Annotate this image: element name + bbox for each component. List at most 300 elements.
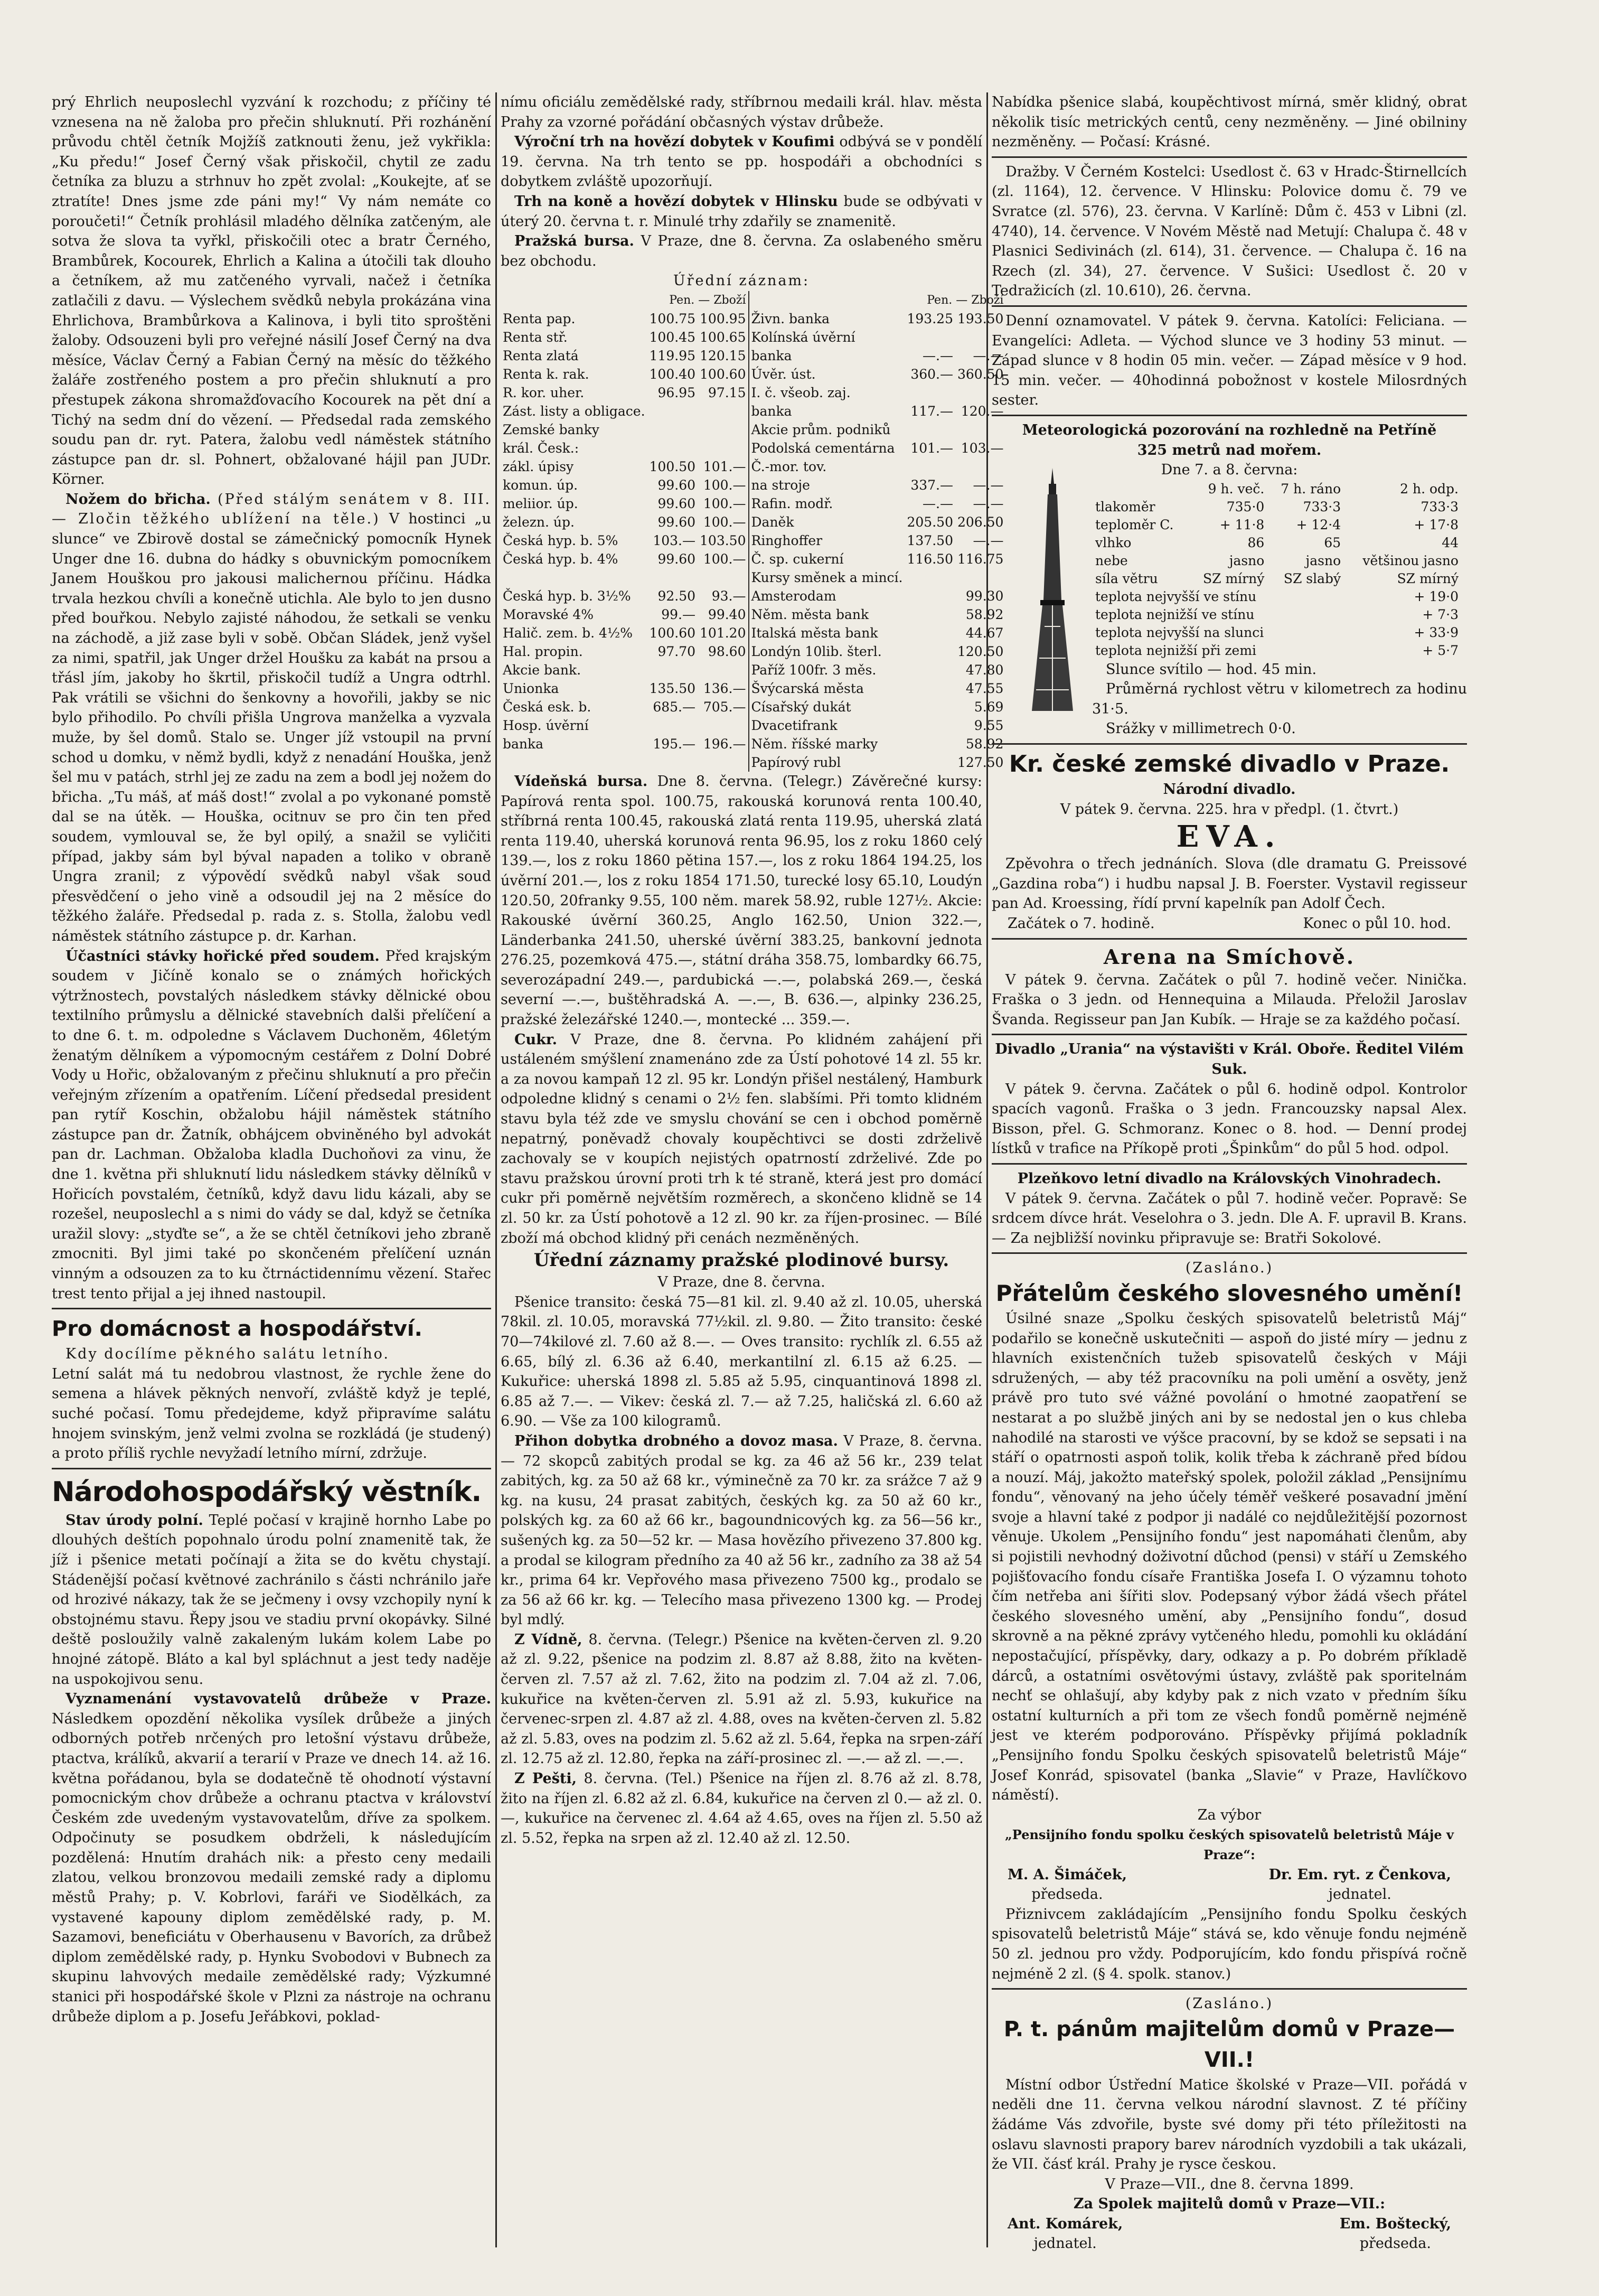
exchange-cell: Hosp. úvěrní <box>503 717 589 733</box>
exchange-cell: 96.95 <box>657 385 696 400</box>
exchange-cell: 117.— <box>910 403 953 419</box>
urania-text: V pátek 9. června. Začátek o půl 6. hodině odpol. Kontrolor spacích vagonů. Fraška o 3 jedn. Francouzsky napsal Alex. Bisson, přel. G. Schmoranz. Konec o 8. hod. — Denní prodej lístků v trafice na Příkopě proti „Špinkům“ do půl 5 hod. odpol. <box>992 1081 1467 1157</box>
meteo-cell: 86 <box>1247 535 1265 550</box>
section-rule <box>992 1252 1467 1254</box>
exchange-row <box>501 402 1005 420</box>
meteo-row <box>1092 570 1462 588</box>
owners-text: Místní odbor Ústřední Matice školské v Praze—VII. pořádá v neděli dne 11. června velkou národní slavnost. Z té příčiny žádáme Vás zdvořile, byste své domy při této příležitosti na oslavu slavnosti prapory barev národních vyzdobili a tak ukázali, že VII. čásť král. Prahy je rysce českou. <box>992 2076 1467 2173</box>
exchange-cell: Česká hyp. b. 5% <box>503 532 618 548</box>
exchange-cell: 360.50 <box>957 366 1004 382</box>
exchange-cell: Č.-mor. tov. <box>751 458 827 474</box>
exchange-cell: 100.60 <box>649 625 696 641</box>
meteo-cell: jasno <box>1229 552 1265 568</box>
exchange-cell: 92.50 <box>657 588 696 604</box>
friends-heading: Přátelům českého slovesného umění! <box>995 1280 1463 1306</box>
exchange-cell: 100.50 <box>649 458 696 474</box>
meteo-extra-rows <box>1092 588 1462 660</box>
exchange-cell: meliior. úp. <box>503 495 578 511</box>
meteo-head-1: 9 h. več. <box>1208 481 1265 496</box>
column-2 <box>501 92 1004 2258</box>
exchange-cell: Hal. propin. <box>503 643 583 659</box>
exchange-cell: banka <box>751 403 792 419</box>
exchange-row <box>501 476 1005 494</box>
meteo-cell: 65 <box>1324 535 1341 550</box>
exchange-cell: Paříž 100fr. 3 měs. <box>751 662 877 678</box>
knife-title: Nožem do břicha. <box>65 491 211 508</box>
section-rule <box>992 156 1467 158</box>
prague-exchange-text: V Praze, dne 8. června. Za oslabeného směru bez obchodu. <box>501 233 983 269</box>
exchange-cell <box>905 457 955 476</box>
exchange-cell: komun. úp. <box>503 477 578 493</box>
sent-label: (Zasláno.) <box>1185 1260 1274 1277</box>
exchange-cell: Daněk <box>751 514 794 530</box>
play-description: Zpěvohra o třech jednáních. Slova (dle dramatu G. Preissové „Gazdina roba“) i hudbu napsal J. B. Foerster. Vystavil regisseur pan Ad. Kroessing, řídí první kapelník pan Adolf Čech. <box>992 856 1467 912</box>
section-rule <box>992 938 1467 940</box>
meteo-block <box>992 420 1467 739</box>
friends-text: Úsilné snaze „Spolku českých spisovatelů beletristů Máj“ podařilo se konečně uskutečniti — aspoň do jisté míry — jednu z hlavních existenčních tužeb spisovatelů českých v Máji sdružených, — aby též pracovníku na poli umění a osvěty, jenž právě pro tuto své vážné povolání o hmotné zaopatření se nestarat a po službě jiných ani by se nedostal jen o kus chleba nahodilé na starosti ve výšce pracovní, by se kdož se sepsati i na stáří o opatrnosti aspoň tolik, kolik třeba k záchraně před bídou a nouzí. Máj, jakožto mateřský spolek, položil základ „Pensijnímu fondu“, věnovaný na jeho účely téměř veškeré posavadní jmění svoje a hlavní také z podpor ji nadálé co nejdůležitější pozornost věnuje. Ukolem „Pensijního fondu“ jest napomáhati členům, aby si pojistili nevhodný doživotní důchod (pensi) v stáří u Zemského pojišťovacího fondu císaře Františka Josefa I. O výzamnu tohoto čím netřeba ani šířiti slov. Podepsaný výbor žádá všech přátel českého slovesného umění, aby „Pensijního fondu“, dosud skrovně a na pěkné zprávy vytčeného hledu, pomohli ku okládání nepostačující, příspěvky, dary, odkazy a p. Po dobrém příkladě dárců, a ostatními osvětovými ústavy, zvláště pak sporitelnám nechť se ohlašují, aby kdyby pak z nich vzato v předním šíku ostatní kulturních a při tom ze všech fondů poměrně nejméně jest ve kterém podporováno. Příspěvky přijímá pokladník „Pensijního fondu Spolku českých spisovatelů beletristů Máje“ Josef Konrád, spisovatel (banka „Slavie“ v Praze, Havlíčkovo náměstí). <box>992 1310 1467 1804</box>
exchange-cell: 58.92 <box>965 736 1004 752</box>
exchange-cell: 196.— <box>698 735 748 753</box>
owners-society: Za Spolek majitelů domů v Praze—VII.: <box>1073 2196 1386 2213</box>
exchange-cell <box>698 661 748 679</box>
meteo-row <box>1092 552 1462 570</box>
exchange-row <box>501 568 1005 587</box>
exchange-cell: 97.70 <box>657 643 696 659</box>
petrin-tower-illustration <box>1029 468 1076 716</box>
exchange-cell: 116.50 <box>907 551 953 567</box>
exchange-cell: 360.— <box>910 366 953 382</box>
meteo-cell: SZ mírný <box>1397 570 1459 586</box>
court-report-text: prý Ehrlich neuposlechl vyzvání k rozchodu; z příčiny té vznesena na ně žaloba pro přečin shluknutí. Při rozhánění průvodu chtěl četník Mojžíš zatknouti ženu, jež vykřikla: „Ku předu!“ Josef Černý však přiskočil, chytil ze zadu četníka za bluzu a strhnuv ho zpět zvolal: „Koukejte, ať se ztratíte! Dnes jsme zde páni my!“ Vy nám nemáte co poroučeti!“ Četník prohlásil mladého dělníka zatčeným, ale sotva že slova ta vyřkl, přiskočili otec a bratr Černého, Brambůrek, Kocourek, Ehrlich a Kalina a útočili tak dlouho a četníkem, až mu zatčeného vyrvali, načež i četníka zatlačili z davu. — Výslechem svědků nebyla prokázána vina Ehrlichova, Brambůrkova a Kalinova, i byli tito sproštěni žaloby. Odsouzeni byli pro veřejné násilí Josef Černý na dva měsíce, Václav Černý a Fabian Černý na měsíc do těžkého žaláře zostřeného postem a pro přečin shluknutí a pro přestupek zákona shromažďovacího Kocourek na pět dní a Tichý na sedm dní do vězení. — Předsedal rada zemského soudu pan dr. ryt. Patera, žalobu vedl náměstek státního zástupce pan dr. sl. Pohnert, obžalované hájil pan JUDr. Körner. <box>52 94 491 488</box>
arena-title: Arena na Smíchově. <box>1103 944 1356 969</box>
exchange-cell: 103.— <box>961 440 1004 456</box>
exchange-cell: Ringhoffer <box>751 532 823 548</box>
auctions: Dražby. V Černém Kostelci: Usedlost č. 63 v Hradc-Štirnellcích (zl. 1164), 12. července. V Hlinsku: Polovice domu č. 79 ve Svratce (zl. 576), 23. června. V Karlíně: Dům č. 453 v Libni (zl. 4740), 14. července. V Novém Městě nad Metují: Chalupa č. 48 v Plasnici Sedivinách (zl. 614), 31. července. — Chalupa č. 16 na Rzech (zl. 34), 27. července. V Sušici: Usedlost č. 20 v Tedražicích (zl. 10.610), 26. června. <box>992 163 1467 299</box>
signature-role-2: jednatel. <box>1328 1886 1391 1903</box>
sent-label-2: (Zasláno.) <box>1185 1995 1274 2012</box>
exchange-cell: 9.55 <box>974 717 1004 733</box>
committee-signatures <box>992 1865 1467 1905</box>
exchange-cell <box>647 753 698 772</box>
exchange-cell: 100.40 <box>649 366 696 382</box>
market-continued: Nabídka pšenice slabá, koupěchtivost mírná, směr klidný, obrat několik tisíc metrických centů, ceny nezměněny. — Jiné obilniny nezměněny. — Počasí: Krásné. <box>992 94 1467 151</box>
meteo-extra-row <box>1092 588 1462 606</box>
horse-market-title: Trh na koně a hovězí dobytek v Hlinsku <box>514 193 838 210</box>
exchange-cell <box>698 716 748 735</box>
exchange-rows <box>501 310 1005 772</box>
knife-subtitle: (Před stálým senátem v 8. III. — Zločin těžkého ublížení na těle.) <box>52 491 492 528</box>
exchange-cell: Renta k. rak. <box>503 366 589 382</box>
exchange-cell: 5.69 <box>974 699 1004 715</box>
exchange-cell: 100.75 <box>649 311 696 326</box>
poultry-text: Následkem opozdění několika vysílek drůbeže a jiných odborných potřeb nrčených pro letošní výstavu drůbeže, ptactva, králíků, akvarií a terarií v Praze ve dnech 14. až 16. května pořádanou, byla se dodatečně tě ohodnotí výstavní pomocnickým chov drůbeže a ochranu ptactva v království Českém zde uvedeným vystavovatelům, dříve za spolkem. Odpočinuty se posudkem obdrželi, k následujícím pozdělená: Hnutím drahách nik: a přesto ceny medaili zlatou, velkou bronzovou medaili zemské rady a diplomu městů Prahy; p. V. Kobrlovi, faráři ve Siodělkách, za vystavené kapouny diplom zemědělské rady, p. M. Sazamovi, beneficiátu v Oberhausenu v Bavorích, za drůbež diplom zemědělské rady, p. Hynku Svobodovi v Bubnech za skupinu lahvových medaile zemědělské rady; Výzkumné stanici při hospodářské škole v Plzni za nástroje na ochranu drůbeže diplom a p. Josefu Jeřábkovi, poklad- <box>52 1710 491 2025</box>
exchange-cell: 193.50 <box>957 311 1004 326</box>
exchange-cell: 205.50 <box>907 514 953 530</box>
exchange-row <box>501 624 1005 642</box>
exchange-cell: 120.— <box>961 403 1004 419</box>
exchange-cell: král. Česk.: <box>503 440 579 456</box>
exchange-cell: 44.67 <box>965 625 1004 641</box>
exchange-cell: banka <box>503 736 544 752</box>
exchange-cell: —.— <box>973 348 1004 363</box>
section-rule <box>992 1034 1467 1035</box>
meteo-cell: 735·0 <box>1226 499 1265 514</box>
meteo-subtitle: 325 metrů nad mořem. <box>1137 442 1322 458</box>
exchange-cell: 99.— <box>661 606 696 622</box>
exchange-cell: 99.60 <box>657 514 696 530</box>
meteo-rain: Srážky v millimetrech 0·0. <box>1106 720 1296 737</box>
section-rule <box>52 1308 491 1309</box>
exchange-row <box>501 661 1005 679</box>
play-start: Začátek o 7. hodině. <box>1008 915 1155 932</box>
exchange-cell: 193.25 <box>907 311 953 326</box>
exchange-cell: Něm. města bank <box>751 606 869 622</box>
exchange-table <box>501 291 1005 772</box>
exchange-row <box>501 698 1005 716</box>
horse-market-text: bude se odbývati v úterý 20. června t. r. Minulé trhy zdařily se znamenitě. <box>501 193 982 230</box>
grain-exchange-text: Pšenice transito: česká 75—81 kil. zl. 9.40 až zl. 10.05, uherská 78kil. zl. 10.05, moravská 77½kil. zl. 9.80. — Žito transito: české 70—74kilové zl. 7.60 až 8.—. — Oves transito: rychlík zl. 6.55 až 6.65, bílý zl. 6.36 až 6.40, merkantilní zl. 6.15 až 6.25. — Kukuřice: uherská 1898 zl. 5.85 až 5.95, cinquantinová 1898 zl. 6.85 až 7.—. — Vikev: česká zl. 7.— až 7.25, haličská zl. 6.60 až 6.90. — Vše za 100 kilogramů. <box>501 1294 982 1430</box>
exchange-cell: Rafin. modř. <box>751 495 833 511</box>
sugar-report <box>501 1030 982 1249</box>
exchange-cell: Kolínská úvěrní <box>751 329 855 345</box>
exchange-cell <box>905 568 955 587</box>
exchange-cell: —.— <box>923 348 953 363</box>
exchange-cell: Renta zlatá <box>503 348 579 363</box>
theatre-subtitle: Národní divadlo. <box>1163 781 1296 798</box>
committee-label: Za výbor <box>1197 1806 1262 1823</box>
poultry-title: Vyznamenání vystavovatelů drůbeže v Praze. <box>65 1691 491 1708</box>
cattle-market-title: Výroční trh na hovězí dobytek v Koufimi <box>514 134 835 151</box>
exchange-cell: 127.50 <box>957 754 1004 770</box>
poultry-article <box>52 1689 491 2027</box>
meteo-extra-value: + 7·3 <box>1422 606 1459 622</box>
meteo-row <box>1092 516 1462 534</box>
exchange-cell <box>698 568 748 587</box>
exchange-cell: Moravské 4% <box>503 606 594 622</box>
exchange-row <box>501 310 1005 328</box>
exchange-cell <box>905 679 955 698</box>
exchange-cell <box>647 568 698 587</box>
exchange-cell: Akcie bank. <box>503 662 581 678</box>
exchange-cell: —.— <box>973 495 1004 511</box>
exchange-cell: Amsterodam <box>751 588 836 604</box>
exchange-cell: —.— <box>923 495 953 511</box>
meteo-extra-row <box>1092 624 1462 642</box>
exchange-cell: Švýcarská města <box>751 680 864 696</box>
meteo-row <box>1092 498 1462 516</box>
exchange-cell: 58.92 <box>965 606 1004 622</box>
pest-grain-text: 8. června. (Tel.) Pšenice na říjen zl. 8.76 až zl. 8.78, žito na říjen zl. 6.82 až zl. 6.84, kukuřice na červen zl 0.— až zl. 0.—, kukuřice na červenec zl. 4.64 až 4.65, oves na říjen zl. 5.50 až zl. 5.52, řepka na srpen až zl. 12.40 až zl. 12.50. <box>501 1770 982 1847</box>
exchange-cell <box>905 716 955 735</box>
exchange-cell: 47.80 <box>965 662 1004 678</box>
exchange-cell: Renta stř. <box>503 329 568 345</box>
exchange-row <box>501 605 1005 624</box>
exchange-cell: 99.30 <box>965 588 1004 604</box>
play-title: EVA. <box>1176 819 1283 855</box>
exchange-cell: 103.— <box>653 532 696 548</box>
meteo-cell: + 17·8 <box>1414 517 1459 532</box>
exchange-cell: Londýn 10lib. šterl. <box>751 643 882 659</box>
meteo-extra-row <box>1092 606 1462 624</box>
exchange-cell: 97.15 <box>698 383 748 402</box>
exchange-cell: —.— <box>973 477 1004 493</box>
grain-exchange-date: V Praze, dne 8. června. <box>657 1274 825 1291</box>
exchange-cell <box>905 642 955 661</box>
cattle-market <box>501 132 982 192</box>
exchange-cell: Halič. zem. b. 4½% <box>503 625 633 641</box>
exchange-cell: Zemské banky <box>503 421 599 437</box>
strike-article <box>52 946 491 1304</box>
exchange-cell: —.— <box>973 532 1004 548</box>
exchange-cell: Papírový rubl <box>751 754 841 770</box>
theatre-title: Kr. české zemské divadlo v Praze. <box>1009 751 1450 778</box>
section-rule <box>992 305 1467 307</box>
exchange-cell: 119.95 <box>649 348 696 363</box>
signature-role-1: předseda. <box>1031 1886 1103 1903</box>
livestock-text: V Praze, 8. června. — 72 skopců zabitých prodal se kg. za 46 až 56 kr., 239 telat zabitých, kg. za 50 až 68 kr., výminečně za 70 kr. za srážce 7 až 9 kg. na kusu, 24 prasat zabitých, českých kg. za 50 až 60 kr., polských kg. za 60 až 66 kr., bagoundnicových kg. za 56—56 kr., sušených kg. za 50—52 kr. — Masa hovězího přivezeno 37.800 kg. a prodal se kilogram předního za 40 až 56 kr., zadního za 38 až 54 kr., prima 64 kr. Vepřového masa přivezeno 7500 kg., prodalo se za 56 až 66 kr. kg. — Telecího masa přivezeno 1300 kg. — Prodej byl mdlý. <box>501 1432 982 1628</box>
exchange-cell: 206.50 <box>957 514 1004 530</box>
meteo-row <box>1092 534 1462 552</box>
meteo-cell: 44 <box>1442 535 1459 550</box>
play-end: Konec o půl 10. hod. <box>1303 915 1451 932</box>
owners-sig-name-1: Ant. Komárek, <box>1008 2215 1123 2232</box>
strike-title: Účastníci stávky hořické před soudem. <box>65 948 380 964</box>
table-head-right: Pen. — Zboží <box>927 293 1004 307</box>
crop-text: Teplé počasí v krajině hornho Labe po dlouhých deštích popohnalo úrodu polní znamenitě tak, že jíž i pšenice metati počínají a žita se do květu chystají. Stádenější počasí květnové zachránilo s části nchránilo jaře od hrozivé nákazy, tak že se ječmeny i ovsy vzchopily nyní k obstojnému stavu. Řepy jsou ve stadiu první okopávky. Silné deště posloužily valně zakaleným lukám kolem Labe po hnojné zátopě. Bláto a kal byl spláchnut a jest tedy naděje na uspokojivou senu. <box>52 1512 491 1688</box>
exchange-cell: 47.55 <box>965 680 1004 696</box>
daily-announcer: Denní oznamovatel. V pátek 9. června. Katolíci: Feliciana. — Evangelíci: Adleta. — Východ slunce ve 3 hodiny 53 minut. — Západ slunce v 8 hodin 05 min. večer. — Západ měsíce v 9 hod. 15 min. večer. — 40hodinná pobožnost v kostele Milosrdných sester. <box>992 312 1467 409</box>
meteo-cell: tlakoměr <box>1095 499 1155 514</box>
meteo-cell: síla větru <box>1095 570 1158 586</box>
exchange-cell: 100.65 <box>698 328 748 346</box>
exchange-cell <box>905 383 955 402</box>
vienna-exchange-title: Vídeňská bursa. <box>514 773 648 790</box>
exchange-cell: železn. úp. <box>503 514 575 530</box>
exchange-cell <box>905 587 955 605</box>
exchange-row <box>501 494 1005 513</box>
economic-heading: Národohospodářský věstník. <box>52 1476 482 1508</box>
signature-name-1: M. A. Šimáček, <box>1008 1866 1127 1883</box>
section-rule <box>992 415 1467 416</box>
exchange-cell: 705.— <box>698 698 748 716</box>
meteo-extra-row <box>1092 642 1462 660</box>
exchange-cell <box>905 735 955 753</box>
exchange-cell: 100.— <box>698 476 748 494</box>
column-divider-1 <box>495 92 497 2247</box>
meteo-cell: + 11·8 <box>1219 517 1265 532</box>
exchange-cell: Unionka <box>503 680 559 696</box>
exchange-cell: Česká esk. b. <box>503 699 591 715</box>
meteo-cell: teploměr C. <box>1095 517 1174 532</box>
exchange-cell: 685.— <box>653 699 696 715</box>
owners-signatures <box>992 2214 1467 2254</box>
meteo-extra-label: teplota nejvyšší na slunci <box>1095 624 1264 640</box>
exchange-row <box>501 346 1005 365</box>
exchange-cell: 103.50 <box>698 531 748 550</box>
exchange-cell: 100.— <box>698 513 748 531</box>
owners-heading: P. t. pánům majitelům domů v Praze—VII.! <box>1003 2017 1455 2072</box>
official-record-title: Úřední záznam: <box>673 273 810 289</box>
exchange-cell <box>905 753 955 772</box>
exchange-cell <box>647 716 698 735</box>
vienna-exchange-text: Dne 8. června. (Telegr.) Závěrečné kursy: Papírová renta spol. 100.75, rakouská korunová renta 100.40, stříbrná renta 100.45, rakouská zlatá renta 119.95, uherská zlatá renta 119.40, uherská korunová renta 96.95, los z roku 1860 celý 139.—, los z roku 1860 pětina 157.—, los z roku 1864 194.25, los úvěrní 201.—, los z roku 1854 171.50, turecké losy 65.10, Loudýn 120.50, 20franky 9.55, 100 něm. marek 58.92, ruble 127½. Akcie: Rakouské úvěrní 360.25, Anglo 162.50, Union 322.—, Länderbanka 241.50, uherské úvěrní 383.25, bankovní jednota 276.25, pozemková 475.—, státní dráha 358.75, lombardky 66.75, severozápadní 249.—, pardubická —.—, polabská 269.—, česká severní —.—, buštěhradská A. —.—, B. 636.—, alpinky 236.25, pražské železářské 1240.—, montecké ... 359.—. <box>501 773 982 1028</box>
exchange-row <box>501 531 1005 550</box>
exchange-cell: 116.75 <box>957 551 1004 567</box>
exchange-row <box>501 328 1005 346</box>
theatre-date: V pátek 9. června. 225. hra v předpl. (1. čtvrt.) <box>1060 801 1399 818</box>
meteo-extra-label: teplota nejnižší ve stínu <box>1095 606 1255 622</box>
meteo-title: Meteorologická pozorování na rozhledně na Petříně <box>1022 421 1437 438</box>
exchange-cell: 137.50 <box>907 532 953 548</box>
exchange-cell: Úvěr. úst. <box>751 366 816 382</box>
exchange-cell: 195.— <box>653 736 696 752</box>
exchange-cell <box>647 661 698 679</box>
exchange-cell: Česká hyp. b. 4% <box>503 551 618 567</box>
exchange-cell: 100.45 <box>649 329 696 345</box>
vienna-grain <box>501 1630 982 1769</box>
exchange-cell: Zást. listy a obligace. <box>503 403 645 419</box>
meteo-head-2: 7 h. ráno <box>1281 481 1341 496</box>
meteo-sunshine: Slunce svítilo — hod. 45 min. <box>1106 661 1317 678</box>
exchange-row <box>501 365 1005 383</box>
crop-article <box>52 1511 491 1689</box>
exchange-row <box>501 716 1005 735</box>
meteo-cell: vlhko <box>1095 535 1132 550</box>
household-text: Letní salát má tu nedobrou vlastnost, že rychle žene do semena a hlávek pěkných nenvoří, zvláště když je teplé, suché počasí. Tomu předejdeme, když připravíme salátu hnojem svinským, jenž velmi zvolna se rozkládá (je studený) a proto příliš rychle nevyžadí letního mírní, zdržuje. <box>52 1365 491 1462</box>
exchange-row <box>501 420 1005 439</box>
urania-title: Divadlo „Urania“ na výstavišti v Král. Oboře. Ředitel Vilém Suk. <box>995 1041 1464 1077</box>
livestock-report <box>501 1431 982 1630</box>
household-heading: Pro domácnost a hospodářství. <box>52 1317 422 1342</box>
exchange-row <box>501 735 1005 753</box>
knife-text: V hostinci „u slunce“ ve Zbirově dostal se zámečnický pomocník Hynek Unger dne 16. dubna do hádky s obuvnickým pomocníkem Janem Houškou pro jakousi malichernou příčinu. Hádka trvala hezkou chvíli a konečně utichla. Ale bylo to jen dusno před bouřkou. Nebylo zajisté náhodou, že setkali se venku na záchodě, a již zase byli v sobě. Občan Sládek, jenž vyšel za nimi, spatřil, jak Unger držel Houšku za kabát na prsou a třásl jím, jakoby ho škrtil, přiskočil tudíž a Ungra odtrhl. Pak vrátili se všichni do šenkovny a hovořili, jakby se nic bylo přihodilo. Po chvíli přišla Ungrova manželka a vyzvala muže, by šel domů. Stalo se. Unger jíž vstoupil na první schod u domku, v němž bydli, když z nenadání Houška, jenž šel mu v patách, strhl jej ze zadu na zem a bodl jej nožem do břicha. „Tu máš, ať máš dost!“ zvolal a po vykonané pomstě dal se na útěk. — Houška, ocitnuv se pro čin ten před soudem, vymlouval se, že byl opilý, a snažil se vyličiti případ, jakby sám byl býval napaden a toliko v obraně Ungra zranil; z výpovědí svědků nabyl však soud přesvědčení o jeho vině a odsoudil jej na 2 měsíce do těžkého žaláře. Předsedal p. rada z. s. Stolla, žalobu vedl náměstek státního zástupce p. dr. Karhan. <box>52 511 491 944</box>
section-rule <box>992 743 1467 745</box>
meteo-extra-label: teplota nejvyšší ve stínu <box>1095 588 1257 604</box>
owners-date: V Praze—VII., dne 8. června 1899. <box>1105 2176 1354 2192</box>
prague-exchange <box>501 231 982 271</box>
strike-text: Před krajským soudem v Jičíně konalo se o známých hořických výtržnostech, povstalých následkem stávky dělnické obou textilního průmyslu a dělnické stavebních dalši přelíčení a to dne 6. t. m. odpoledne s Václavem Duchoněm, 46letým ženatým dělníkem a výpomocným cestářem z Dolní Dobré Vody u Hořic, obžalovaným z přečinu shluknutí a pro přečin veřejným zřízením a opatřením. Líčení předsedal president pan rytíř Koschin, obžalobu hájil náměstek státního zástupce pan dr. Žatník, obhájcem obviněného byl advokát pan dr. Lachman. Obžaloba kladla Duchoňovi za vinu, že dne 1. května při shluknutí lidu následkem stávky dělníků v Hořicích povstalém, četníků, když davu lidu kázali, aby se rozešel, neuposlechl a s nimi do vády se dal, když se četníka uražil slovy: „styďte se“, a že se chtěl četníkovi jeho zbraně zmocniti. Byl jimi také po skončeném přelíčení uznán vinným a odsouzen za to ku čtrnáctidennímu vězení. Stařec trest tento přijal a jej ihned nastoupil. <box>52 948 492 1302</box>
exchange-row <box>501 513 1005 531</box>
exchange-row <box>501 383 1005 402</box>
exchange-cell: 136.— <box>698 679 748 698</box>
exchange-cell <box>501 753 647 772</box>
exchange-row <box>501 550 1005 568</box>
section-rule <box>52 1468 491 1469</box>
plzenka-title: Plzeňkovo letní divadlo na Královských Vinohradech. <box>1017 1170 1442 1187</box>
section-rule <box>992 1988 1467 1990</box>
exchange-cell: 120.50 <box>957 643 1004 659</box>
owners-sig-role-1: jednatel. <box>1033 2235 1097 2252</box>
exchange-cell: 99.60 <box>657 495 696 511</box>
exchange-cell: zákl. úpisy <box>503 458 574 474</box>
meteo-cell: SZ slabý <box>1283 570 1341 586</box>
exchange-cell: 99.60 <box>657 477 696 493</box>
sugar-title: Cukr. <box>514 1031 557 1048</box>
prague-exchange-title: Pražská bursa. <box>514 233 634 250</box>
exchange-row <box>501 457 1005 476</box>
exchange-cell: Česká hyp. b. 3½% <box>503 588 631 604</box>
household-subheading: Kdy docílíme pěkného salátu letního. <box>65 1346 390 1363</box>
exchange-cell: I. č. všeob. zaj. <box>751 385 851 400</box>
sugar-text: V Praze, dne 8. června. Po klidném zahájení při ustáleném smýšlení znamenáno zde za Ústí pohotové 14 zl. 55 kr. a za novou kampaň 12 zl. 95 kr. Londýn přišel nestálený, Hamburk odpoledne klidný s cenami o 2½ fen. slabšími. Při tomto klidném stavu byla též zde ve smyslu chování se cen i obchod poměrně nepatrný, poněvadž chovaly koupěchtivci se dosti zdrželivě zachovaly se v koupích nejistých opatrností zdrželivé. Zde po stavu pražskou úrovní proti trh k té straně, která jest pro domácí cukr při poměrně největším rozměrech, a skončeno klidně se 14 zl. 50 kr. za Ústí pohotově a 12 zl. 90 kr. za říjen-prosinec. — Bílé zboží má obchod klidný při cenách nezměněných. <box>501 1031 982 1247</box>
meteo-cell: většinou jasno <box>1362 552 1459 568</box>
exchange-row <box>501 642 1005 661</box>
exchange-cell <box>905 661 955 679</box>
exchange-row <box>501 587 1005 605</box>
exchange-cell: Renta pap. <box>503 311 576 326</box>
exchange-cell: 93.— <box>698 587 748 605</box>
table-head-left: Pen. — Zboží <box>647 291 749 310</box>
exchange-cell: Něm. říšské marky <box>751 736 878 752</box>
section-rule <box>992 1163 1467 1165</box>
exchange-cell <box>905 698 955 716</box>
exchange-cell: Kursy směnek a mincí. <box>751 569 903 585</box>
meteo-rows <box>1092 498 1462 588</box>
meteo-extra-value: + 5·7 <box>1422 642 1459 658</box>
meteo-extra-value: + 19·0 <box>1414 588 1459 604</box>
exchange-cell: Italská města bank <box>751 625 878 641</box>
meteo-cell: + 12·4 <box>1296 517 1341 532</box>
exchange-cell: 101.— <box>698 457 748 476</box>
exchange-cell <box>905 328 955 346</box>
meteo-cell: SZ mírný <box>1203 570 1265 586</box>
meteo-cell: 733·3 <box>1303 499 1341 514</box>
vienna-grain-title: Z Vídně, <box>514 1631 582 1648</box>
meteo-wind: Průměrná rychlost větru v kilometrech za hodinu 31·5. <box>1092 681 1467 717</box>
vienna-exchange <box>501 772 982 1030</box>
exchange-cell <box>698 420 748 439</box>
exchange-cell: 100.95 <box>698 310 748 328</box>
owners-sig-name-2: Em. Boštecký, <box>1339 2215 1451 2232</box>
exchange-cell: R. kor. uher. <box>503 385 585 400</box>
pest-grain <box>501 1769 982 1848</box>
livestock-title: Přihon dobytka drobného a dovoz masa. <box>514 1432 838 1449</box>
play-times <box>992 914 1467 934</box>
exchange-cell: banka <box>751 348 792 363</box>
meteo-head-3: 2 h. odp. <box>1400 481 1459 496</box>
vienna-grain-text: 8. června. (Telegr.) Pšenice na květen-červen zl. 9.20 až zl. 9.22, pšenice na podzim zl. 8.87 až 8.88, žito na květen-červen zl. 7.57 až zl. 7.62, žito na podzim zl. 7.04 až zl. 7.06, kukuřice na květen-červen zl. 5.91 až zl. 5.93, kukuřice na červenec-srpen zl. 4.87 až zl. 4.88, oves na květen-červen zl. 5.82 až zl. 5.83, oves na podzim zl. 5.62 až zl. 5.64, řepka na srpen-září zl. 12.75 až zl. 12.80, řepka na září-prosinec zl. —.— až zl. —.—. <box>501 1631 982 1767</box>
meteo-cell: 733·3 <box>1421 499 1459 514</box>
exchange-cell: Akcie prům. podniků <box>751 421 891 437</box>
column-1 <box>52 92 491 2258</box>
exchange-cell: 99.40 <box>698 605 748 624</box>
exchange-cell <box>905 420 955 439</box>
exchange-cell: Č. sp. cukerní <box>751 551 844 567</box>
meteo-extra-label: teplota nejnižší při zemi <box>1095 642 1257 658</box>
founder-note: Přiznivcem zakládajícím „Pensijního fondu Spolku českých spisovatelů beletristů Máje“ stává se, kdo věnuje fondu nejméně 50 zl. jednou pro vždy. Podporujícím, kdo fondu přispívá ročně nejméně 2 zl. (§ 4. spolk. stanov.) <box>992 1906 1467 1982</box>
exchange-cell: 337.— <box>910 477 953 493</box>
grain-exchange-title: Úřední záznamy pražské plodinové bursy. <box>533 1250 949 1271</box>
cattle-market-text: odbývá se v pondělí 19. června. Na trh tento se pp. hospodáři a obchodníci s dobytkem zvláště upozorňují. <box>501 134 982 190</box>
exchange-cell <box>647 402 698 420</box>
pest-grain-title: Z Pešti, <box>514 1770 577 1787</box>
exchange-cell <box>698 753 748 772</box>
exchange-cell: 101.20 <box>698 624 748 642</box>
meteo-cell: jasno <box>1305 552 1341 568</box>
exchange-cell <box>698 402 748 420</box>
exchange-cell: 101.— <box>910 440 953 456</box>
meteo-date: Dne 7. a 8. června: <box>1161 462 1298 479</box>
exchange-cell: Podolská cementárna <box>751 440 895 456</box>
exchange-cell: Císařský dukát <box>751 699 851 715</box>
owners-sig-role-2: předseda. <box>1359 2235 1431 2252</box>
exchange-cell <box>501 568 647 587</box>
column-3 <box>992 92 1467 2258</box>
plzenka-text: V pátek 9. června. Začátek o půl 7. hodině večer. Popravě: Se srdcem dívce hrát. Veselohra o 3. jedn. Dle A. F. upravil B. Krans. — Za nejbližší novinku připravuje se: Bratři Sokolové. <box>992 1190 1467 1247</box>
exchange-cell <box>647 439 698 457</box>
exchange-cell: 98.60 <box>698 642 748 661</box>
committee-sub: „Pensijního fondu spolku českých spisovatelů beletristů Máje v Praze“: <box>1005 1827 1454 1862</box>
